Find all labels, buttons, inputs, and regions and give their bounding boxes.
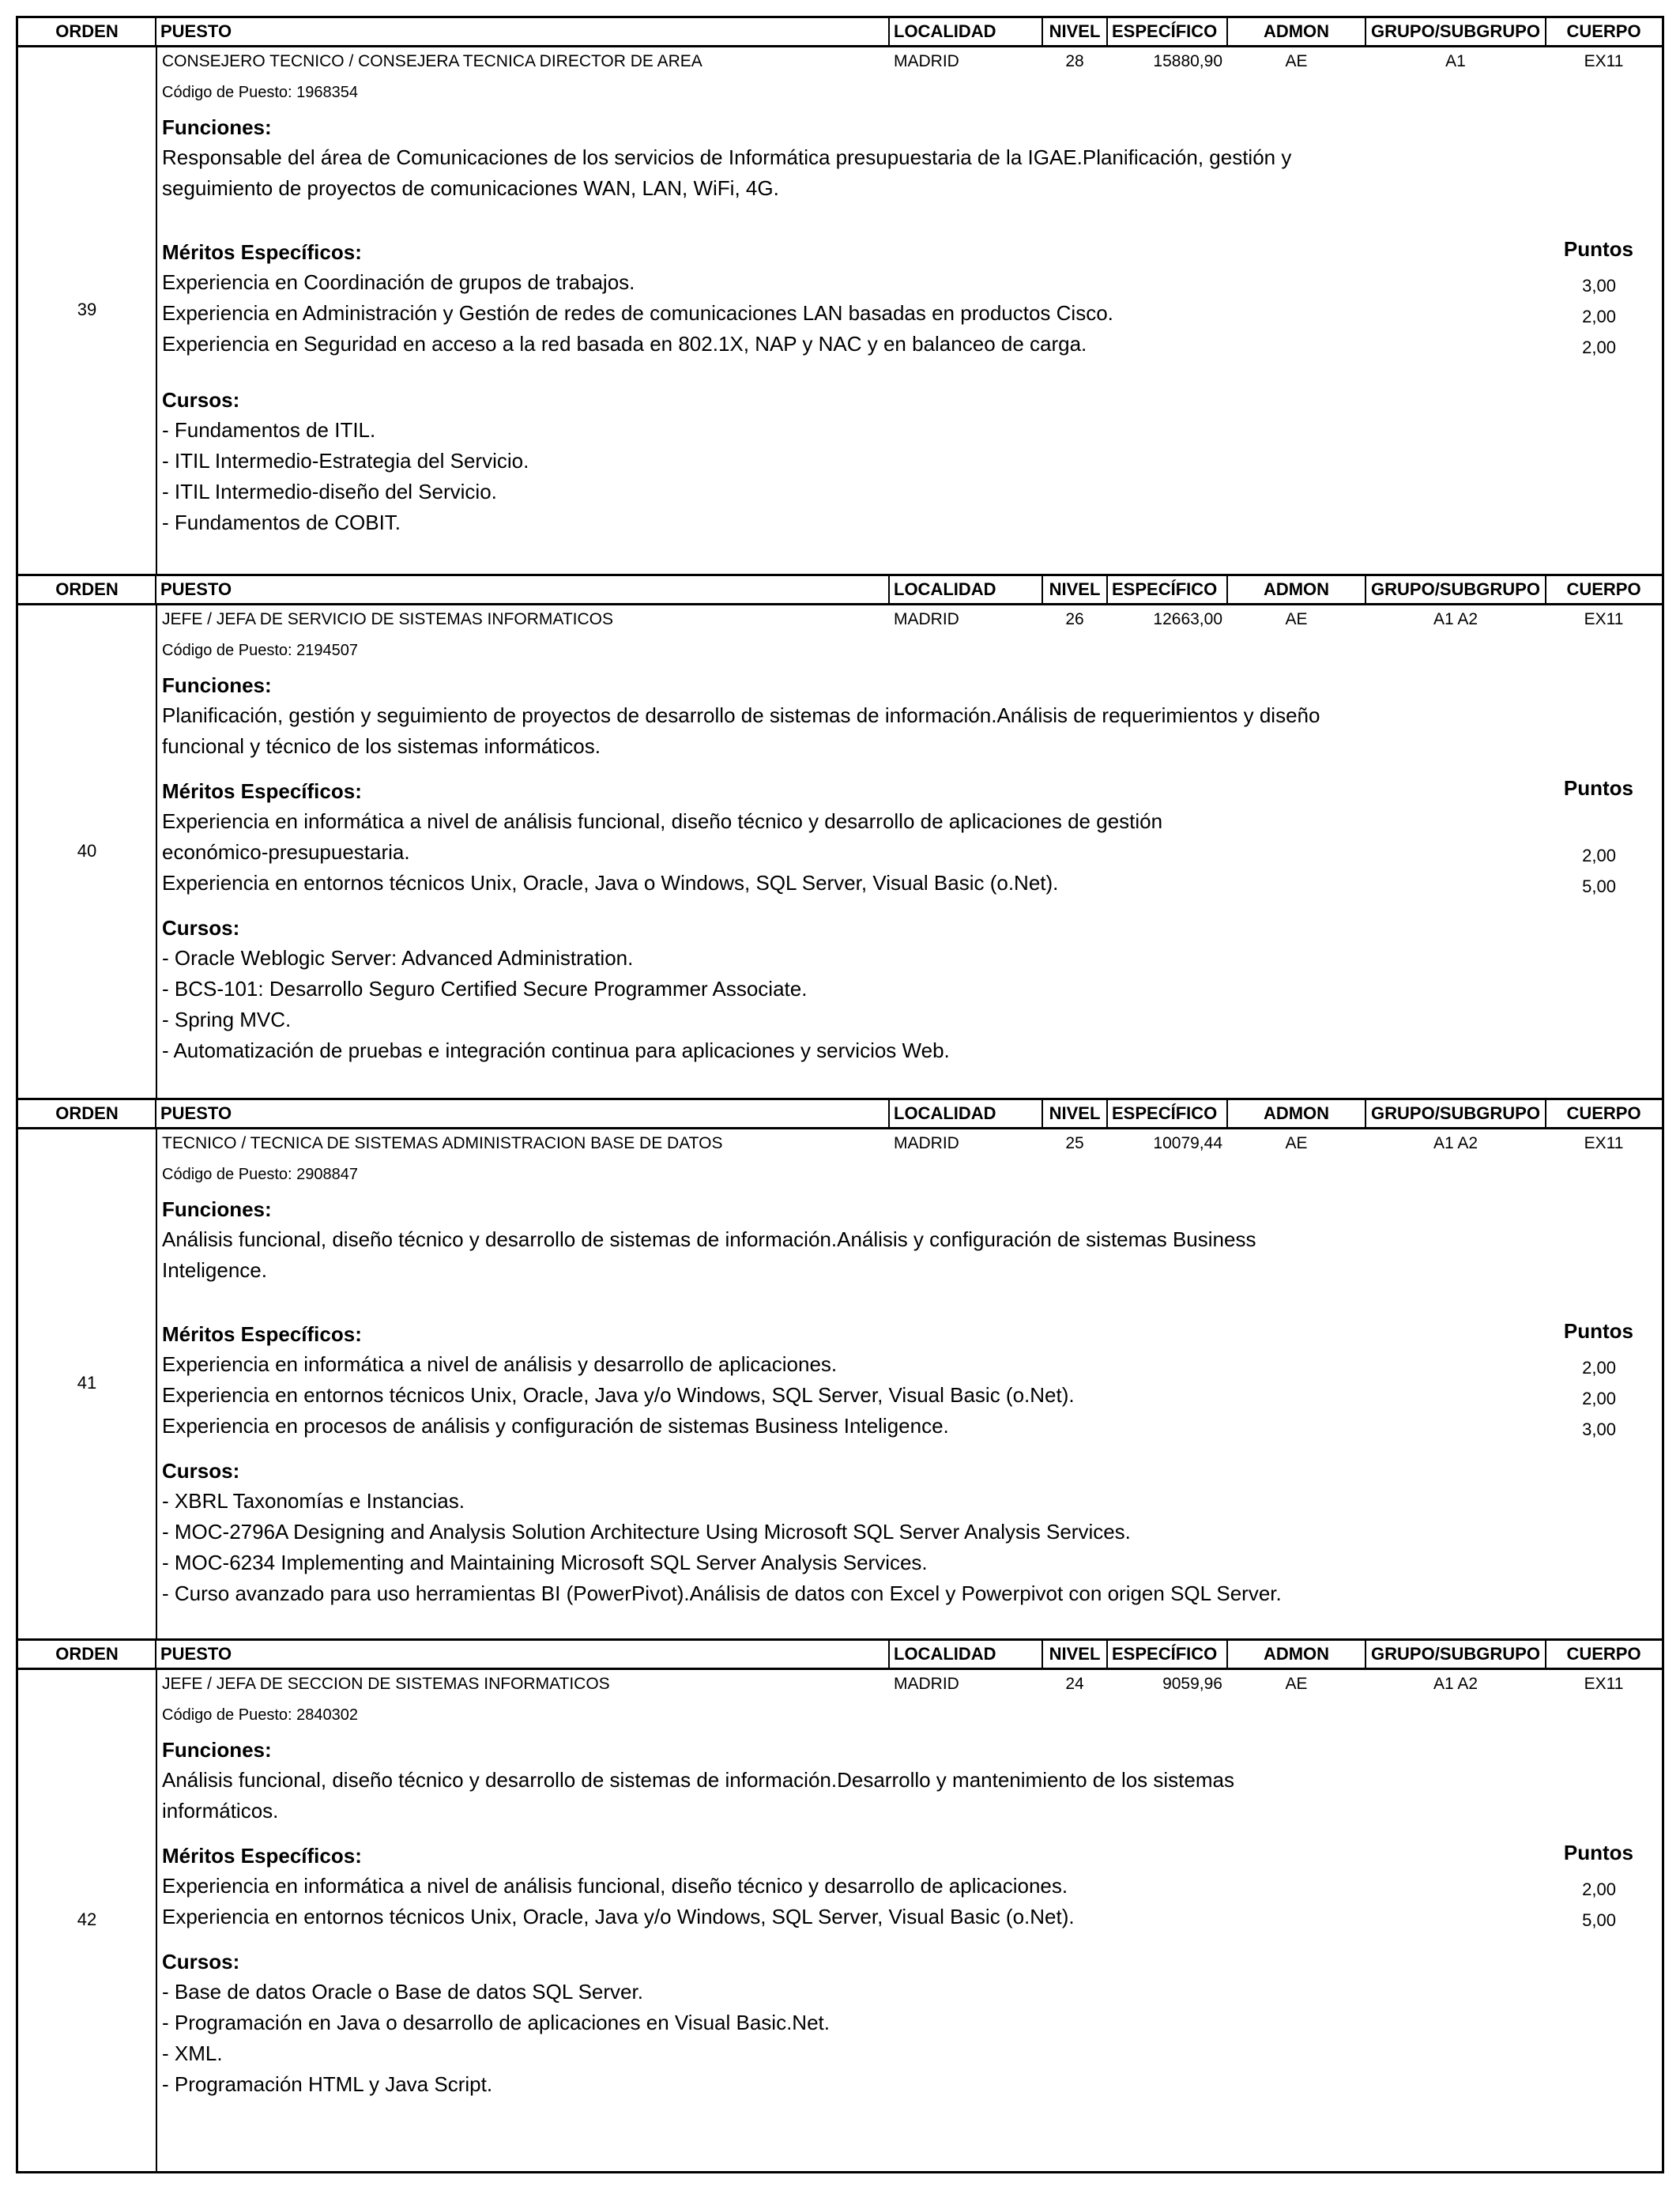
merito-puntos: 3,00 bbox=[1582, 276, 1616, 296]
codigo-puesto: Código de Puesto: 2908847 bbox=[162, 1166, 358, 1183]
merito-text: Experiencia en Coordinación de grupos de trabajos. bbox=[162, 270, 635, 294]
entry-body bbox=[162, 1735, 1662, 2100]
entry-especifico: 12663,00 bbox=[1153, 610, 1222, 628]
funciones-title: Funciones: bbox=[162, 1738, 272, 1762]
entry-puesto: JEFE / JEFA DE SECCION DE SISTEMAS INFORMATICOS bbox=[162, 1675, 610, 1693]
meritos-title: Méritos Específicos: bbox=[162, 1844, 362, 1868]
entry-puesto: TECNICO / TECNICA DE SISTEMAS ADMINISTRACION BASE DE DATOS bbox=[162, 1134, 723, 1152]
curso-item: - Fundamentos de COBIT. bbox=[162, 511, 401, 534]
entry-cuerpo: EX11 bbox=[1584, 1134, 1624, 1152]
orden-number: 41 bbox=[77, 1373, 97, 1393]
header-especifico: ESPECÍFICO bbox=[1112, 579, 1218, 599]
column-divider bbox=[155, 576, 156, 603]
merito-text: Experiencia en Administración y Gestión de redes de comunicaciones LAN basadas en productos Cisco. bbox=[162, 301, 1113, 325]
header-localidad: LOCALIDAD bbox=[894, 1644, 996, 1664]
cursos-title: Cursos: bbox=[162, 388, 240, 412]
header-orden: ORDEN bbox=[55, 1103, 119, 1123]
column-divider bbox=[155, 1641, 156, 1668]
column-divider bbox=[1042, 576, 1043, 603]
header-admon: ADMON bbox=[1263, 1644, 1330, 1664]
curso-item: - Fundamentos de ITIL. bbox=[162, 418, 376, 442]
entry-grupo: A1 bbox=[1445, 52, 1466, 70]
column-divider bbox=[156, 1670, 157, 2171]
entry-nivel: 25 bbox=[1065, 1134, 1084, 1152]
cursos-title: Cursos: bbox=[162, 916, 240, 940]
merito-item bbox=[162, 1349, 1662, 1380]
entry-especifico: 10079,44 bbox=[1153, 1134, 1222, 1152]
table-bottom-border bbox=[16, 2171, 1664, 2173]
curso-item: - Curso avanzado para uso herramientas BI (PowerPivot).Análisis de datos con Excel y Powerpivot con origen SQL Server. bbox=[162, 1581, 1282, 1605]
column-divider bbox=[888, 1641, 890, 1668]
column-divider bbox=[1042, 18, 1043, 45]
header-puesto: PUESTO bbox=[160, 21, 232, 41]
meritos-title: Méritos Específicos: bbox=[162, 240, 362, 264]
merito-text: Experiencia en informática a nivel de análisis funcional, diseño técnico y desarrollo de aplicaciones de gestión bbox=[162, 809, 1163, 833]
merito-text: Experiencia en informática a nivel de análisis y desarrollo de aplicaciones. bbox=[162, 1352, 838, 1376]
merito-item bbox=[162, 1871, 1662, 1902]
column-divider bbox=[1042, 1100, 1043, 1127]
merito-puntos: 5,00 bbox=[1582, 1910, 1616, 1930]
job-entry bbox=[16, 47, 1664, 574]
funciones-title: Funciones: bbox=[162, 673, 272, 697]
column-divider bbox=[156, 605, 157, 1098]
curso-item: - Base de datos Oracle o Base de datos SQL Server. bbox=[162, 1980, 643, 2004]
column-divider bbox=[1042, 1641, 1043, 1668]
merito-text: Experiencia en entornos técnicos Unix, Oracle, Java y/o Windows, SQL Server, Visual Basic (o.Net). bbox=[162, 1905, 1075, 1928]
header-especifico: ESPECÍFICO bbox=[1112, 1103, 1218, 1123]
header-admon: ADMON bbox=[1263, 21, 1330, 41]
header-puesto: PUESTO bbox=[160, 579, 232, 599]
table-header-row bbox=[16, 1098, 1664, 1129]
merito-puntos: 5,00 bbox=[1582, 876, 1616, 896]
header-admon: ADMON bbox=[1263, 579, 1330, 599]
table-header-row bbox=[16, 1638, 1664, 1670]
column-divider bbox=[1106, 576, 1108, 603]
curso-item: - MOC-6234 Implementing and Maintaining Microsoft SQL Server Analysis Services. bbox=[162, 1551, 928, 1574]
entry-cuerpo: EX11 bbox=[1584, 610, 1624, 628]
column-divider bbox=[1106, 1641, 1108, 1668]
codigo-puesto: Código de Puesto: 2194507 bbox=[162, 642, 358, 659]
entry-localidad: MADRID bbox=[894, 1675, 959, 1693]
header-localidad: LOCALIDAD bbox=[894, 1103, 996, 1123]
column-divider bbox=[1226, 18, 1228, 45]
entry-nivel: 24 bbox=[1065, 1675, 1084, 1693]
merito-puntos: 2,00 bbox=[1582, 846, 1616, 865]
merito-text: Experiencia en entornos técnicos Unix, Oracle, Java y/o Windows, SQL Server, Visual Basic (o.Net). bbox=[162, 1383, 1075, 1407]
column-divider bbox=[1365, 576, 1366, 603]
cursos-title: Cursos: bbox=[162, 1459, 240, 1483]
column-divider bbox=[1365, 18, 1366, 45]
header-puesto: PUESTO bbox=[160, 1644, 232, 1664]
header-localidad: LOCALIDAD bbox=[894, 21, 996, 41]
entry-admon: AE bbox=[1285, 52, 1308, 70]
entry-body bbox=[162, 1194, 1662, 1609]
merito-text: Experiencia en informática a nivel de análisis funcional, diseño técnico y desarrollo de aplicaciones. bbox=[162, 1874, 1068, 1898]
meritos-header bbox=[162, 237, 1662, 267]
header-puesto: PUESTO bbox=[160, 1103, 232, 1123]
codigo-puesto: Código de Puesto: 1968354 bbox=[162, 84, 358, 101]
merito-item bbox=[162, 806, 1662, 837]
orden-number: 40 bbox=[77, 840, 97, 861]
cursos-title: Cursos: bbox=[162, 1950, 240, 1973]
column-divider bbox=[888, 18, 890, 45]
column-divider bbox=[155, 18, 156, 45]
curso-item: - Automatización de pruebas e integración continua para aplicaciones y servicios Web. bbox=[162, 1039, 950, 1062]
merito-item bbox=[162, 868, 1662, 899]
entry-body bbox=[162, 670, 1662, 1066]
meritos-header bbox=[162, 1841, 1662, 1871]
merito-text: Experiencia en entornos técnicos Unix, Oracle, Java o Windows, SQL Server, Visual Basic (o.Net). bbox=[162, 871, 1059, 895]
job-entry bbox=[16, 1670, 1664, 2171]
header-nivel: NIVEL bbox=[1049, 1103, 1101, 1123]
funciones-line: Responsable del área de Comunicaciones de los servicios de Informática presupuestaria de la IGAE.Planificación, gestión y bbox=[162, 145, 1292, 169]
entry-localidad: MADRID bbox=[894, 1134, 959, 1152]
curso-item: - XML. bbox=[162, 2041, 223, 2065]
meritos-title: Méritos Específicos: bbox=[162, 1322, 362, 1346]
funciones-line: Planificación, gestión y seguimiento de proyectos de desarrollo de sistemas de información.Análisis de requerimientos y diseño bbox=[162, 703, 1320, 727]
table-header-row bbox=[16, 16, 1664, 47]
entry-especifico: 15880,90 bbox=[1153, 52, 1222, 70]
header-grupo: GRUPO/SUBGRUPO bbox=[1371, 579, 1540, 599]
puntos-label: Puntos bbox=[1563, 237, 1633, 261]
funciones-line: seguimiento de proyectos de comunicaciones WAN, LAN, WiFi, 4G. bbox=[162, 176, 779, 200]
column-divider bbox=[156, 1129, 157, 1638]
merito-item bbox=[162, 1902, 1662, 1932]
merito-puntos: 2,00 bbox=[1582, 337, 1616, 357]
merito-text: Experiencia en Seguridad en acceso a la red basada en 802.1X, NAP y NAC y en balanceo de carga. bbox=[162, 332, 1087, 356]
merito-puntos: 2,00 bbox=[1582, 1358, 1616, 1378]
column-divider bbox=[1106, 1100, 1108, 1127]
column-divider bbox=[1545, 1641, 1546, 1668]
header-nivel: NIVEL bbox=[1049, 21, 1101, 41]
entry-grupo: A1 A2 bbox=[1433, 1134, 1478, 1152]
meritos-header bbox=[162, 776, 1662, 806]
table-header-row bbox=[16, 574, 1664, 605]
header-nivel: NIVEL bbox=[1049, 1644, 1101, 1664]
orden-number: 42 bbox=[77, 1909, 97, 1929]
merito-item bbox=[162, 267, 1662, 298]
merito-item bbox=[162, 298, 1662, 329]
entry-puesto: CONSEJERO TECNICO / CONSEJERA TECNICA DIRECTOR DE AREA bbox=[162, 52, 703, 70]
header-localidad: LOCALIDAD bbox=[894, 579, 996, 599]
entry-puesto: JEFE / JEFA DE SERVICIO DE SISTEMAS INFORMATICOS bbox=[162, 610, 613, 628]
column-divider bbox=[1365, 1641, 1366, 1668]
job-entry bbox=[16, 605, 1664, 1098]
header-cuerpo: CUERPO bbox=[1566, 579, 1641, 599]
merito-puntos: 2,00 bbox=[1582, 1879, 1616, 1899]
merito-puntos: 2,00 bbox=[1582, 1389, 1616, 1408]
merito-puntos: 2,00 bbox=[1582, 307, 1616, 326]
merito-item bbox=[162, 329, 1662, 360]
entry-grupo: A1 A2 bbox=[1433, 610, 1478, 628]
header-grupo: GRUPO/SUBGRUPO bbox=[1371, 1103, 1540, 1123]
funciones-line: Inteligence. bbox=[162, 1258, 267, 1282]
document bbox=[16, 16, 1664, 2173]
puntos-label: Puntos bbox=[1563, 1841, 1633, 1864]
column-divider bbox=[1226, 1641, 1228, 1668]
entry-admon: AE bbox=[1285, 1134, 1308, 1152]
entry-nivel: 26 bbox=[1065, 610, 1084, 628]
puntos-label: Puntos bbox=[1563, 1319, 1633, 1343]
header-grupo: GRUPO/SUBGRUPO bbox=[1371, 21, 1540, 41]
curso-item: - Spring MVC. bbox=[162, 1008, 292, 1031]
merito-puntos: 3,00 bbox=[1582, 1419, 1616, 1439]
funciones-line: Análisis funcional, diseño técnico y desarrollo de sistemas de información.Análisis y configuración de sistemas Business bbox=[162, 1227, 1256, 1251]
header-orden: ORDEN bbox=[55, 21, 119, 41]
entry-grupo: A1 A2 bbox=[1433, 1675, 1478, 1693]
header-grupo: GRUPO/SUBGRUPO bbox=[1371, 1644, 1540, 1664]
header-cuerpo: CUERPO bbox=[1566, 21, 1641, 41]
header-especifico: ESPECÍFICO bbox=[1112, 21, 1218, 41]
curso-item: - Programación HTML y Java Script. bbox=[162, 2072, 493, 2096]
entry-localidad: MADRID bbox=[894, 610, 959, 628]
header-orden: ORDEN bbox=[55, 579, 119, 599]
funciones-line: informáticos. bbox=[162, 1799, 279, 1823]
entry-admon: AE bbox=[1285, 610, 1308, 628]
column-divider bbox=[1226, 1100, 1228, 1127]
header-especifico: ESPECÍFICO bbox=[1112, 1644, 1218, 1664]
curso-item: - XBRL Taxonomías e Instancias. bbox=[162, 1489, 465, 1513]
curso-item: - Programación en Java o desarrollo de aplicaciones en Visual Basic.Net. bbox=[162, 2011, 830, 2034]
funciones-title: Funciones: bbox=[162, 115, 272, 139]
entry-admon: AE bbox=[1285, 1675, 1308, 1693]
orden-number: 39 bbox=[77, 300, 97, 319]
merito-item bbox=[162, 1411, 1662, 1442]
curso-item: - ITIL Intermedio-Estrategia del Servicio. bbox=[162, 449, 529, 473]
column-divider bbox=[1545, 18, 1546, 45]
merito-text: económico-presupuestaria. bbox=[162, 840, 410, 864]
column-divider bbox=[1365, 1100, 1366, 1127]
entry-localidad: MADRID bbox=[894, 52, 959, 70]
curso-item: - ITIL Intermedio-diseño del Servicio. bbox=[162, 480, 497, 503]
curso-item: - Oracle Weblogic Server: Advanced Administration. bbox=[162, 946, 634, 970]
header-cuerpo: CUERPO bbox=[1566, 1103, 1641, 1123]
funciones-line: funcional y técnico de los sistemas informáticos. bbox=[162, 734, 601, 758]
header-nivel: NIVEL bbox=[1049, 579, 1101, 599]
entry-body bbox=[162, 112, 1662, 538]
entry-cuerpo: EX11 bbox=[1584, 1675, 1624, 1693]
funciones-title: Funciones: bbox=[162, 1197, 272, 1221]
puntos-label: Puntos bbox=[1563, 776, 1633, 800]
header-admon: ADMON bbox=[1263, 1103, 1330, 1123]
column-divider bbox=[888, 1100, 890, 1127]
meritos-header bbox=[162, 1319, 1662, 1349]
column-divider bbox=[1545, 1100, 1546, 1127]
column-divider bbox=[1106, 18, 1108, 45]
header-orden: ORDEN bbox=[55, 1644, 119, 1664]
column-divider bbox=[1226, 576, 1228, 603]
entry-nivel: 28 bbox=[1065, 52, 1084, 70]
entry-cuerpo: EX11 bbox=[1584, 52, 1624, 70]
merito-text: Experiencia en procesos de análisis y configuración de sistemas Business Inteligence. bbox=[162, 1414, 949, 1438]
column-divider bbox=[1545, 576, 1546, 603]
merito-item bbox=[162, 837, 1662, 868]
funciones-line: Análisis funcional, diseño técnico y desarrollo de sistemas de información.Desarrollo y mantenimiento de los sistemas bbox=[162, 1768, 1234, 1792]
column-divider bbox=[156, 47, 157, 574]
header-cuerpo: CUERPO bbox=[1566, 1644, 1641, 1664]
meritos-title: Méritos Específicos: bbox=[162, 779, 362, 803]
curso-item: - BCS-101: Desarrollo Seguro Certified Secure Programmer Associate. bbox=[162, 977, 808, 1001]
column-divider bbox=[888, 576, 890, 603]
merito-item bbox=[162, 1380, 1662, 1411]
curso-item: - MOC-2796A Designing and Analysis Solution Architecture Using Microsoft SQL Server Analysis Services. bbox=[162, 1520, 1131, 1544]
job-entry bbox=[16, 1129, 1664, 1638]
column-divider bbox=[155, 1100, 156, 1127]
entry-especifico: 9059,96 bbox=[1162, 1675, 1222, 1693]
codigo-puesto: Código de Puesto: 2840302 bbox=[162, 1706, 358, 1724]
